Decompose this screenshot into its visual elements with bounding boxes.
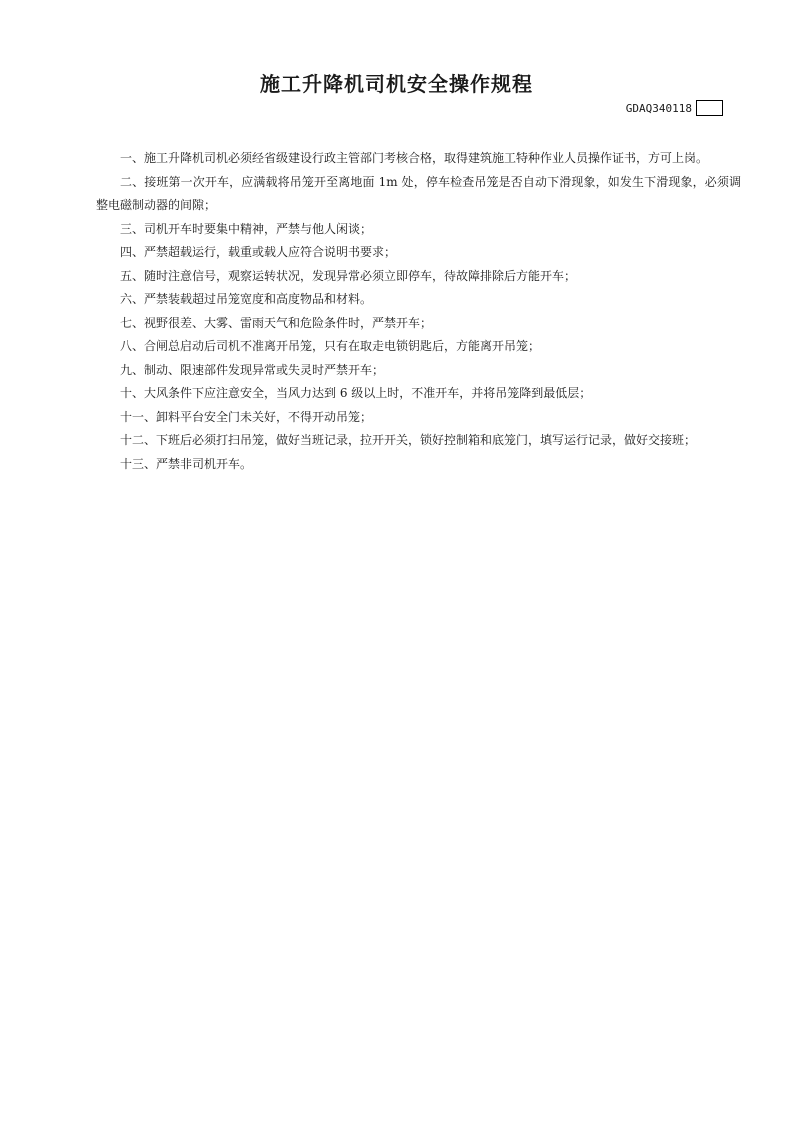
rule-item-10: 十、大风条件下应注意安全，当风力达到 6 级以上时，不准开车，并将吊笼降到最低层； [120,386,592,400]
rule-item-5: 五、随时注意信号，观察运转状况，发现异常必须立即停车，待故障排除后方能开车； [120,268,577,283]
document-code-box [696,100,723,116]
document-code: GDAQ340118 [625,101,692,115]
document-title: 施工升降机司机安全操作规程 [260,72,533,96]
rule-item-1: 一、施工升降机司机必须经省级建设行政主管部门考核合格，取得建筑施工特种作业人员操作证书，方可上岗。 [120,151,709,165]
rule-item-6: 六、严禁装载超过吊笼宽度和高度物品和材料。 [120,292,373,306]
rule-item-11: 十一、卸料平台安全门未关好，不得开动吊笼； [120,409,373,424]
rule-item-8: 八、合闸总启动后司机不准离开吊笼，只有在取走电锁钥匙后，方能离开吊笼； [120,339,541,353]
rule-item-3: 三、司机开车时要集中精神，严禁与他人闲谈； [120,221,373,236]
rule-item-2: 二、接班第一次开车，应满载将吊笼开至离地面 1m 处，停车检查吊笼是否自动下滑现象，如发生下滑现象，必须调整电磁制动器的间隙； [96,174,741,212]
rules-list [96,147,741,476]
rule-item-13: 十三、严禁非司机开车。 [120,456,253,471]
rule-item-4: 四、严禁超载运行，载重或载人应符合说明书要求； [120,245,397,259]
rule-item-7: 七、视野很差、大雾、雷雨天气和危险条件时，严禁开车； [120,315,433,330]
document-code-row [626,100,723,116]
rule-item-9: 九、制动、限速部件发现异常或失灵时严禁开车； [120,362,385,377]
rule-item-12: 十二、下班后必须打扫吊笼，做好当班记录，拉开开关，锁好控制箱和底笼门，填写运行记录，做好交接班； [120,433,697,447]
